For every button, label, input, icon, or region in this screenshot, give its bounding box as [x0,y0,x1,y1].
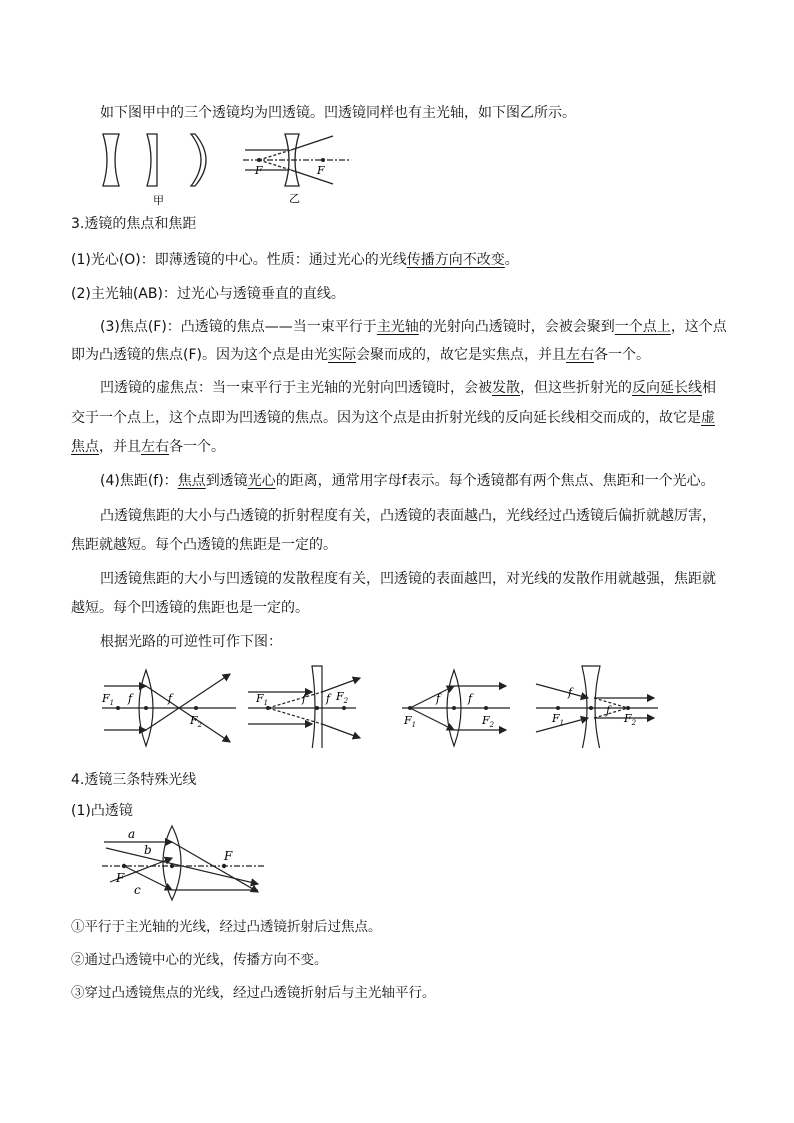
svg-text:F1: $F_1$ [404,714,417,729]
svg-text:F1: $F_1$ [552,712,565,727]
svg-text:f: f [168,692,173,705]
svg-text:F2: $F_2$ [624,712,637,727]
svg-text:F: F [224,849,233,863]
svg-text:F1: $F_1$ [256,692,269,707]
paragraph-concave-focal-cont: 越短。每个凹透镜的焦距也是一定的。 [71,600,309,616]
diagram-convex-converge [102,670,236,746]
label-yi: 乙 [289,192,300,205]
subsection-convex-title: (1)凸透镜 [71,803,133,819]
svg-text:f: f [568,686,573,699]
svg-text:F1: $F_1$ [102,692,115,707]
diagram-concave-to-focus [536,666,658,748]
svg-text:f: f [128,692,133,705]
svg-text:F2: $F_2$ [190,714,203,729]
section-3-title: 3.透镜的焦点和焦距 [71,216,197,232]
paragraph-focus: (3)焦点(F)：凸透镜的焦点——当一束平行于主光轴的光射向凸透镜时，会被会聚到一个点上，这个点 [100,319,727,335]
meniscus-lens [191,134,206,186]
svg-text:f: f [468,692,473,705]
svg-text:c: c [134,883,141,897]
svg-text:b: b [144,843,152,857]
paragraph-principal-axis: (2)主光轴(AB)：过光心与透镜垂直的直线。 [71,286,345,302]
paragraph-optical-center: (1)光心(O)：即薄透镜的中心。性质：通过光心的光线传播方向不改变。 [71,252,519,268]
svg-text:f: f [606,704,611,717]
section-4-title: 4.透镜三条特殊光线 [71,772,197,788]
double-concave-lens [103,134,119,186]
svg-text:F: F [116,871,125,885]
svg-text:f: f [436,692,441,705]
svg-text:F2: $F_2$ [482,714,495,729]
svg-text:a: a [128,827,136,841]
paragraph-focal-length: (4)焦距(f)：焦点到透镜光心的距离，通常用字母f表示。每个透镜都有两个焦点、焦距和一个光心。 [100,473,715,489]
rule-center-ray: ②通过凸透镜中心的光线，传播方向不变。 [71,952,328,968]
convex-special-rays-figure [98,824,268,902]
svg-text:f: f [326,692,331,705]
concave-lens-figure [95,130,355,206]
paragraph-reversibility: 根据光路的可逆性可作下图： [100,634,282,650]
rule-focus-ray: ③穿过凸透镜焦点的光线，经过凸透镜折射后与主光轴平行。 [71,985,436,1001]
paragraph-virtual-focus-cont1: 交于一个点上，这个点即为凹透镜的焦点。因为这个点是由折射光线的反向延长线相交而成的，故它是虚 [71,410,715,426]
intro-paragraph: 如下图甲中的三个透镜均为凹透镜。凹透镜同样也有主光轴，如下图乙所示。 [100,105,576,121]
svg-text:F2: $F_2$ [336,690,349,705]
paragraph-virtual-focus: 凹透镜的虚焦点：当一束平行于主光轴的光射向凹透镜时，会被发散，但这些折射光的反向延长线相 [100,380,716,396]
paragraph-virtual-focus-cont2: 焦点，并且左右各一个。 [71,439,225,455]
label-jia: 甲 [153,194,164,206]
label-F-left: F [255,164,263,177]
paragraph-concave-focal: 凹透镜焦距的大小与凹透镜的发散程度有关，凹透镜的表面越凹，对光线的发散作用就越强，焦距就 [100,571,716,587]
rule-parallel-ray: ①平行于主光轴的光线，经过凸透镜折射后过焦点。 [71,919,382,935]
reversibility-figure [98,664,668,748]
label-F-right: F [317,164,325,177]
paragraph-focus-cont: 即为凸透镜的焦点(F)。因为这个点是由光实际会聚而成的，故它是实焦点，并且左右各一个。 [71,347,650,363]
paragraph-convex-focal: 凸透镜焦距的大小与凸透镜的折射程度有关，凸透镜的表面越凸，光线经过凸透镜后偏折就越厉害， [100,508,716,524]
svg-text:f: f [302,692,307,705]
plano-concave-lens [147,134,157,186]
paragraph-convex-focal-cont: 焦距就越短。每个凸透镜的焦距是一定的。 [71,537,337,553]
